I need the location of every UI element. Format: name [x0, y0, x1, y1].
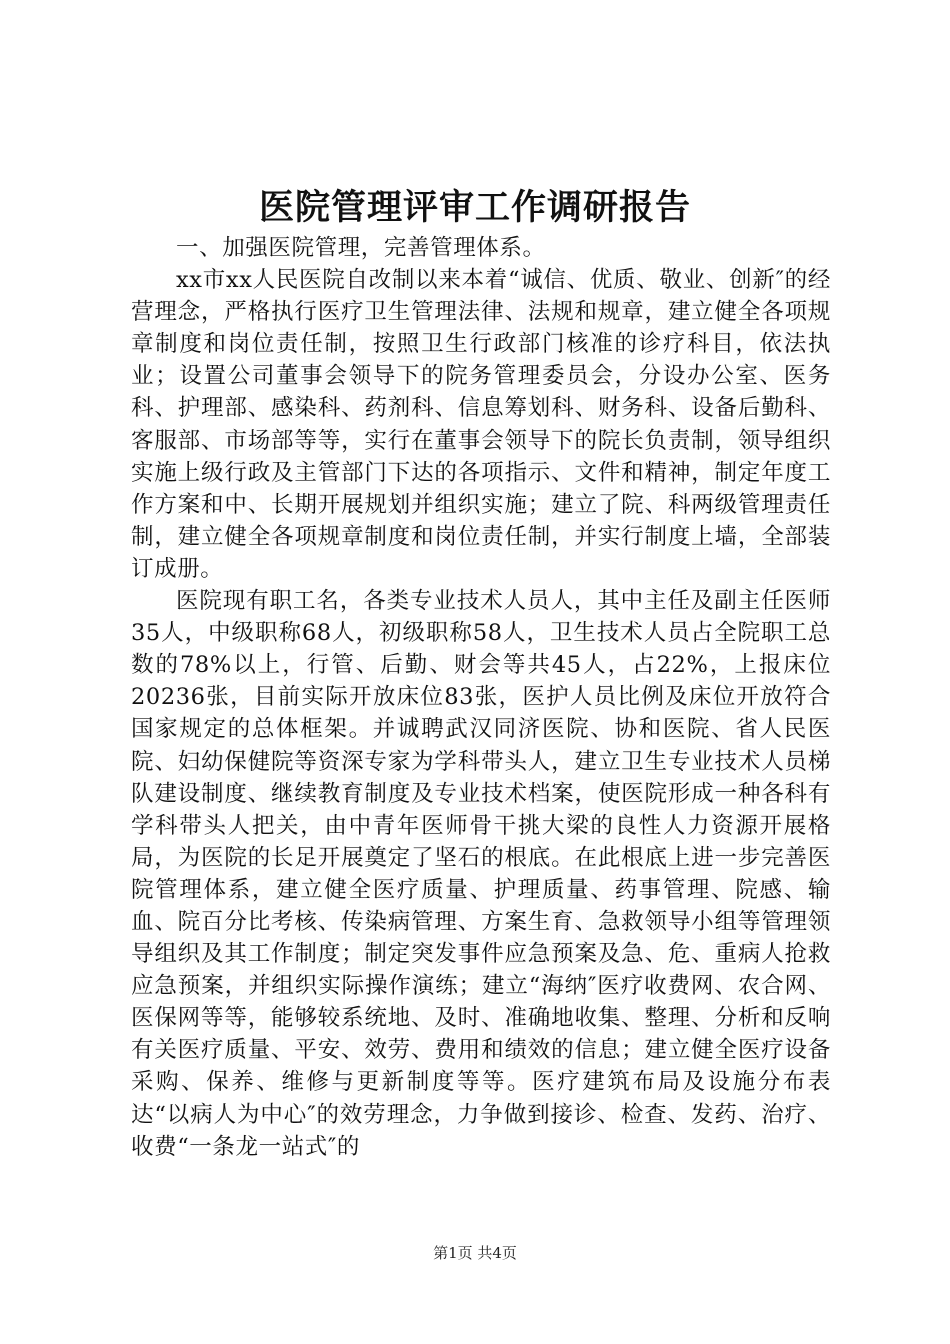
section-heading: 一、加强医院管理，完善管理体系。 — [176, 235, 546, 261]
document-body — [131, 232, 831, 1163]
body-paragraph: xx市xx人民医院自改制以来本着“诚信、优质、敬业、创新″的经营理念，严格执行医疗卫生管理法律、法规和规章，建立健全各项规章制度和岗位责任制，按照卫生行政部门核准的诊疗科目，依法执业；设置公司董事会领导下的院务管理委员会，分设办公室、医务科、护理部、感染科、药剂科、信息筹划科、财务科、设备后勤科、客服部、市场部等等，实行在董事会领导下的院长负责制，领导组织实施上级行政及主管部门下达的各项指示、文件和精神，制定年度工作方案和中、长期开展规划并组织实施；建立了院、科两级管理责任制，建立健全各项规章制度和岗位责任制，并实行制度上墙，全部装订成册。 — [131, 267, 831, 582]
body-paragraph: 医院现有职工名，各类专业技术人员人，其中主任及副主任医师35人，中级职称68人，初级职称58人，卫生技术人员占全院职工总数的78%以上，行管、后勤、财会等共45人，占22%，上报床位20236张，目前实际开放床位83张，医护人员比例及床位开放符合国家规定的总体框架。并诚聘武汉同济医院、协和医院、省人民医院、妇幼保健院等资深专家为学科带头人，建立卫生专业技术人员梯队建设制度、继续教育制度及专业技术档案，使医院形成一种各科有学科带头人把关，由中青年医师骨干挑大梁的良性人力资源开展格局，为医院的长足开展奠定了坚石的根底。在此根底上进一步完善医院管理体系，建立健全医疗质量、护理质量、药事管理、院感、输血、院百分比考核、传染病管理、方案生育、急救领导小组等管理领导组织及其工作制度；制定突发事件应急预案及急、危、重病人抢救应急预案，并组织实际操作演练；建立“海纳″医疗收费网、农合网、医保网等等，能够较系统地、及时、准确地收集、整理、分析和反响有关医疗质量、平安、效劳、费用和绩效的信息；建立健全医疗设备采购、保养、维修与更新制度等等。医疗建筑布局及设施分布表达“以病人为中心″的效劳理念，力争做到接诊、检查、发药、治疗、收费“一条龙一站式″的 — [131, 588, 831, 1160]
document-title: 医院管理评审工作调研报告 — [258, 187, 691, 228]
page-footer: 第1页 共4页 — [433, 1244, 517, 1262]
